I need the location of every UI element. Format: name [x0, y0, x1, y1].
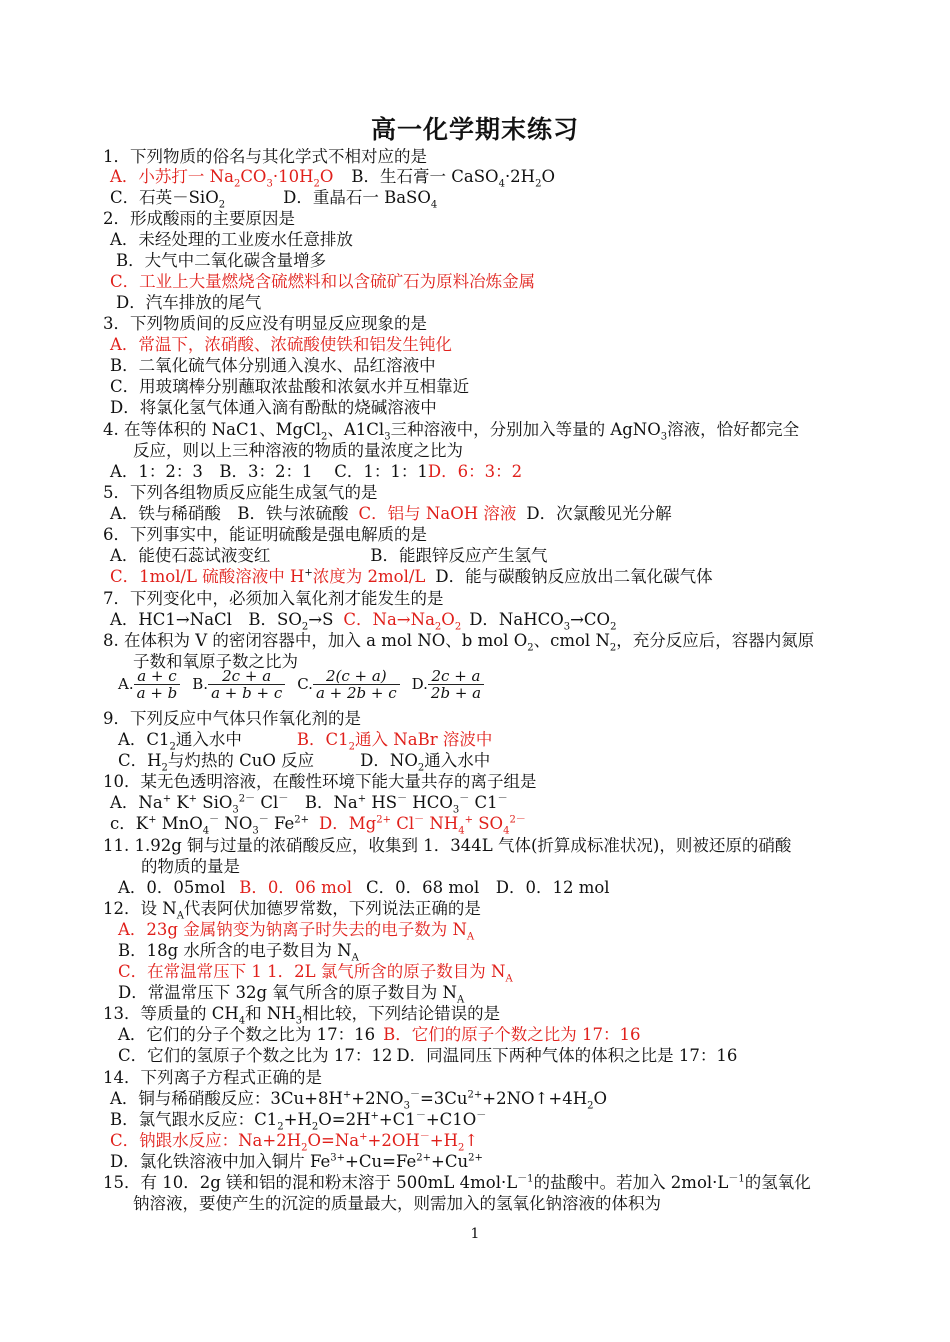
text-segment: D．氯化铁溶液中加入铜片 Fe	[110, 1152, 331, 1171]
subscript: 2	[609, 642, 617, 654]
text-segment: K	[171, 793, 189, 812]
fraction-option	[297, 668, 399, 701]
superscript: －	[414, 814, 425, 826]
superscript: 2－	[509, 814, 526, 826]
question-line	[103, 708, 361, 729]
question-line	[110, 461, 522, 482]
text-segment: +H	[283, 1110, 312, 1129]
text-segment: ，充分反应后，容器内氮原	[616, 631, 815, 650]
subscript: 2	[348, 741, 356, 753]
question-line	[103, 482, 378, 503]
fraction	[313, 668, 400, 701]
option-label: A.	[118, 675, 134, 693]
subscript: 4	[238, 1015, 246, 1027]
text-segment: D．Mg	[319, 814, 377, 833]
superscript: +	[188, 793, 198, 805]
text-segment: B．氯气跟水反应：C1	[110, 1110, 278, 1129]
text-segment: 12．设 N	[103, 899, 177, 918]
option-label: C.	[297, 675, 313, 693]
subscript: 2	[527, 642, 534, 654]
text-segment: C．1mol/L 硫酸溶液中 H	[110, 567, 305, 586]
text-segment: B．C1	[296, 730, 349, 749]
question-line	[103, 208, 295, 229]
subscript: 3	[403, 1100, 410, 1112]
text-segment: 1．下列物质的俗名与其化学式不相对应的是	[103, 147, 427, 166]
subscript: 2	[277, 1121, 284, 1133]
subscript: 2	[161, 762, 168, 774]
text-segment: 10．某无色透明溶液，在酸性环境下能大量共存的离子组是	[103, 772, 537, 791]
text-segment: B．大气中二氧化碳含量增多	[116, 251, 327, 270]
subscript: 4	[202, 825, 210, 837]
subscript: A	[351, 952, 359, 964]
fraction-denominator: a + 2b + c	[315, 684, 397, 702]
fraction-option	[412, 668, 484, 701]
text-segment: c．K	[110, 814, 149, 833]
question-line	[118, 729, 493, 753]
fraction	[428, 668, 484, 701]
text-segment: +2NO↑+4H	[482, 1089, 588, 1108]
subscript: 2	[587, 1100, 594, 1112]
subscript: 4	[498, 178, 505, 190]
text-segment: 相比较，下列结论错误的是	[302, 1004, 501, 1023]
text-segment: B．能跟锌反应产生氢气	[370, 546, 548, 565]
superscript: 2+	[376, 814, 391, 826]
text-segment: 、cmol N	[533, 631, 610, 650]
text-segment: SiO	[197, 793, 233, 812]
text-segment: D．同温同压下两种气体的体积之比是 17：16	[396, 1046, 738, 1065]
text-segment: C．在常温常压下 1 1．2L 氯气所含的原子数目为 N	[118, 962, 506, 981]
text-segment: A．Na	[110, 793, 163, 812]
question-line	[118, 668, 484, 701]
subscript: 2	[535, 178, 542, 190]
subscript: A	[466, 931, 475, 943]
subscript: 3	[266, 178, 273, 190]
question-line	[110, 545, 548, 566]
question-line	[116, 292, 261, 313]
subscript: 2	[313, 178, 320, 190]
text-segment: A．0．05mol	[118, 878, 226, 897]
page-title: 高一化学期末练习	[370, 115, 579, 144]
text-segment: 通入 NaBr 溶波中	[355, 730, 493, 749]
text-segment: O	[319, 167, 334, 186]
question-line	[103, 898, 481, 922]
text-segment: MnO	[156, 814, 203, 833]
superscript: +	[370, 1110, 379, 1122]
subscript: 3	[660, 431, 668, 443]
text-segment: A．小苏打一 Na	[110, 167, 234, 186]
text-segment: D．NO	[360, 751, 418, 770]
superscript: 2+	[416, 1152, 432, 1164]
superscript: －	[409, 1089, 420, 1101]
subscript: 3	[384, 431, 391, 443]
superscript: +	[162, 793, 172, 805]
question-line	[118, 961, 513, 985]
question-line	[110, 271, 535, 292]
question-line	[110, 1130, 479, 1154]
superscript: +	[342, 1089, 352, 1101]
text-segment: 4. 在等体积的 NaC1、MgCl	[103, 420, 321, 439]
text-segment: ↑	[464, 1131, 479, 1150]
text-segment: A．1：2：3 B．3：2：1 C．1：1：1	[110, 462, 428, 481]
superscript: +	[148, 814, 157, 826]
text-segment: C．用玻璃棒分别蘸取浓盐酸和浓氨水并互相靠近	[110, 377, 470, 396]
text-segment: B．18g 水所含的电子数目为 N	[118, 941, 352, 960]
text-segment: 浓度为 2mol/L	[312, 567, 426, 586]
page-number: 1	[470, 1226, 480, 1242]
fraction-denominator: a + b + c	[211, 684, 283, 702]
text-segment: 、A1Cl	[327, 420, 385, 439]
text-segment: A．HC1→NaCl B．SO	[110, 610, 302, 629]
question-line	[133, 1193, 661, 1214]
text-segment: D．将氯化氢气体通入滴有酚酞的烧碱溶液中	[110, 398, 437, 417]
text-segment: D．次氯酸见光分解	[526, 504, 672, 523]
superscript: 2－	[238, 793, 256, 805]
fraction-denominator: 2b + a	[430, 684, 482, 702]
text-segment: C．铝与 NaOH 溶液	[358, 504, 517, 523]
text-segment: B．Na	[288, 793, 358, 812]
question-line	[133, 440, 463, 461]
subscript: 3	[563, 621, 571, 633]
text-segment: 7．下列变化中，必须加入氧化剂才能发生的是	[103, 589, 444, 608]
subscript: 2	[610, 621, 617, 633]
fraction-numerator: a + c	[134, 668, 181, 685]
text-segment: C．它们的氢原子个数之比为 17：12	[118, 1046, 393, 1065]
superscript: －	[397, 793, 408, 805]
question-line	[118, 919, 475, 943]
text-segment: C．Na→Na	[343, 610, 435, 629]
subscript: 3	[452, 804, 460, 816]
text-segment: 的物质的量是	[141, 857, 240, 876]
subscript: 4	[503, 825, 510, 837]
text-segment: C．工业上大量燃烧含硫燃料和以含硫矿石为原料冶炼金属	[110, 272, 536, 291]
subscript: 3	[295, 1015, 303, 1027]
superscript: －	[278, 793, 289, 805]
subscript: 2	[169, 741, 176, 753]
subscript: 2	[454, 621, 462, 633]
question-line	[110, 792, 508, 816]
subscript: 2	[321, 431, 328, 443]
question-line	[110, 355, 436, 376]
text-segment: HCO	[407, 793, 453, 812]
text-segment: C．0．68 mol D．0．12 mol	[366, 878, 610, 897]
question-line	[103, 313, 427, 334]
question-line	[103, 1003, 501, 1027]
text-segment: →CO	[570, 610, 611, 629]
text-segment: NO	[219, 814, 253, 833]
subscript: 2	[301, 621, 309, 633]
option-label: B.	[192, 675, 209, 693]
text-segment: 溶液，恰好都完全	[667, 420, 800, 439]
superscript: －1	[517, 1173, 534, 1185]
text-segment: 的盐酸中。若加入 2mol·L	[533, 1173, 729, 1192]
superscript: 2+	[468, 1152, 483, 1164]
text-segment: +Cu	[431, 1152, 469, 1171]
fraction-numerator: 2c + a	[208, 668, 285, 685]
text-segment: O	[593, 1089, 608, 1108]
text-segment: SO	[472, 814, 504, 833]
text-segment: C．石英－SiO	[110, 188, 219, 207]
question-line	[110, 1109, 487, 1133]
text-segment: 钠溶液，要使产生的沉淀的质量最大，则需加入的氢氧化钠溶液的体积为	[133, 1194, 661, 1213]
question-line	[110, 813, 526, 837]
superscript: +	[359, 1131, 368, 1143]
subscript: 4	[430, 199, 438, 211]
superscript: －	[258, 814, 269, 826]
superscript: －	[497, 793, 508, 805]
question-line	[103, 1067, 322, 1088]
question-line	[118, 750, 491, 774]
text-segment: A．常温下，浓硝酸、浓硫酸使铁和铝发生钝化	[110, 335, 452, 354]
fraction-denominator: a + b	[136, 684, 178, 702]
question-line	[110, 166, 555, 190]
question-line	[103, 835, 791, 856]
superscript: －	[476, 1110, 487, 1122]
text-segment: 通入水中	[424, 751, 491, 770]
superscript: 2+	[467, 1089, 483, 1101]
question-line	[110, 1088, 608, 1112]
fraction-numerator: 2c + a	[428, 668, 484, 685]
text-segment: HS	[366, 793, 398, 812]
text-segment: B．二氧化硫气体分别通入溴水、品红溶液中	[110, 356, 436, 375]
text-segment: ·10H	[272, 167, 314, 186]
fraction	[208, 668, 285, 701]
fraction	[134, 668, 181, 701]
text-segment: 3．下列物质间的反应没有明显反应现象的是	[103, 314, 427, 333]
text-segment: D．汽车排放的尾气	[116, 293, 262, 312]
text-segment: +2NO	[351, 1089, 404, 1108]
subscript: 2	[458, 1142, 465, 1154]
fraction-numerator: 2(c + a)	[313, 668, 400, 685]
text-segment: 9．下列反应中气体只作氧化剂的是	[103, 709, 361, 728]
superscript: －	[419, 1131, 430, 1143]
question-line	[118, 1045, 737, 1066]
text-segment: NH	[424, 814, 459, 833]
subscript: 4	[458, 825, 465, 837]
text-segment: O=2H	[318, 1110, 371, 1129]
subscript: A	[456, 994, 465, 1006]
text-segment: 代表阿伏加德罗常数，下列说法正确的是	[183, 899, 481, 918]
question-line	[110, 566, 713, 587]
text-segment: 14．下列离子方程式正确的是	[103, 1068, 322, 1087]
text-segment: 三种溶液中，分别加入等量的 AgNO	[390, 420, 661, 439]
subscript: 2	[218, 199, 226, 211]
text-segment: 反应，则以上三种溶液的物质的量浓度之比为	[133, 441, 463, 460]
text-segment: A．C1	[118, 730, 170, 749]
text-segment: 2．形成酸雨的主要原因是	[103, 209, 295, 228]
text-segment: +C1	[378, 1110, 416, 1129]
text-segment: C1	[469, 793, 498, 812]
question-line	[103, 524, 427, 545]
text-segment: 5．下列各组物质反应能生成氢气的是	[103, 483, 378, 502]
text-segment: A．它们的分子个数之比为 17：16	[118, 1025, 376, 1044]
superscript: +	[304, 567, 313, 579]
superscript: －	[415, 1110, 426, 1122]
subscript: 2	[233, 178, 241, 190]
question-line	[118, 1024, 641, 1045]
question-line	[110, 334, 452, 355]
option-label: D.	[411, 675, 428, 693]
text-segment: C．H	[118, 751, 162, 770]
subscript: A	[176, 910, 184, 922]
question-line	[103, 1172, 811, 1193]
superscript: 2+	[294, 814, 310, 826]
text-segment: Cl	[255, 793, 279, 812]
text-segment: 11. 1.92g 铜与过量的浓硝酸反应，收集到 1．344L 气体(折算成标准状况)，则被还原的硝酸	[103, 836, 792, 855]
question-line	[103, 588, 444, 609]
text-segment: B．生石膏一 CaSO	[351, 167, 499, 186]
superscript: +	[357, 793, 367, 805]
text-segment: C．钠跟水反应：Na+2H	[110, 1131, 302, 1150]
text-segment: 和 NH	[245, 1004, 296, 1023]
fraction-option	[192, 668, 285, 701]
text-segment: A．能使石蕊试液变红	[110, 546, 271, 565]
superscript: －	[459, 793, 470, 805]
superscript: －1	[728, 1173, 745, 1185]
text-segment: +2OH	[367, 1131, 420, 1150]
text-segment: 6．下列事实中，能证明硫酸是强电解质的是	[103, 525, 427, 544]
question-line	[110, 187, 438, 211]
text-segment: A．铜与稀硝酸反应：3Cu+8H	[110, 1089, 343, 1108]
question-line	[103, 771, 537, 792]
text-segment: →S	[308, 610, 334, 629]
question-line	[116, 250, 326, 271]
text-segment: O=Na	[307, 1131, 360, 1150]
question-line	[110, 609, 617, 633]
question-line	[110, 376, 469, 397]
text-segment: D．重晶石一 BaSO	[283, 188, 431, 207]
text-segment: 13．等质量的 CH	[103, 1004, 239, 1023]
question-line	[110, 229, 353, 250]
text-segment: Cl	[390, 814, 415, 833]
text-segment: D．常温常压下 32g 氧气所含的原子数目为 N	[118, 983, 457, 1002]
question-line	[110, 1151, 483, 1172]
subscript: A	[505, 973, 513, 985]
subscript: 2	[301, 1142, 308, 1154]
text-segment: D．NaHCO	[469, 610, 564, 629]
text-segment: ·2H	[504, 167, 536, 186]
text-segment: Fe	[268, 814, 295, 833]
question-line	[118, 982, 465, 1006]
subscript: 2	[311, 1121, 319, 1133]
text-segment: 的氢氧化	[744, 1173, 811, 1192]
fraction-option	[118, 668, 180, 701]
text-segment: +C1O	[425, 1110, 477, 1129]
text-segment: B．它们的原子个数之比为 17：16	[383, 1025, 641, 1044]
text-segment: +H	[429, 1131, 458, 1150]
subscript: 2	[434, 621, 442, 633]
superscript: +	[464, 814, 473, 826]
text-segment: 15．有 10．2g 镁和铝的混和粉末溶于 500mL 4mol·L	[103, 1173, 518, 1192]
text-segment: +Cu=Fe	[345, 1152, 417, 1171]
question-line	[103, 630, 815, 654]
question-line	[110, 397, 437, 418]
question-line	[118, 940, 359, 964]
text-segment: 与灼热的 CuO 反应	[167, 751, 315, 770]
subscript: 3	[232, 804, 239, 816]
superscript: －	[209, 814, 220, 826]
question-line	[103, 146, 427, 167]
question-line	[141, 856, 240, 877]
text-segment: O	[541, 167, 555, 186]
subscript: 2	[417, 762, 425, 774]
text-segment: D．能与碳酸钠反应放出二氧化碳气体	[435, 567, 713, 586]
text-segment: A．23g 金属钠变为钠离子时失去的电子数为 N	[118, 920, 467, 939]
question-line	[103, 419, 800, 443]
question-line	[110, 503, 672, 524]
text-segment: B．0．06 mol	[239, 878, 353, 897]
text-segment: D．6：3：2	[427, 462, 523, 481]
text-segment: O	[441, 610, 455, 629]
text-segment: A．铁与稀硝酸 B．铁与浓硫酸	[110, 504, 349, 523]
subscript: 3	[252, 825, 259, 837]
text-segment: A．未经处理的工业废水任意排放	[110, 230, 353, 249]
text-segment: CO	[240, 167, 267, 186]
text-segment: 通入水中	[175, 730, 242, 749]
text-segment: 子数和氧原子数之比为	[133, 652, 298, 671]
text-segment: 8. 在体积为 V 的密闭容器中，加入 a mol NO、b mol O	[103, 631, 528, 650]
superscript: 3+	[330, 1152, 346, 1164]
question-line	[118, 877, 610, 898]
text-segment: =3Cu	[419, 1089, 468, 1108]
